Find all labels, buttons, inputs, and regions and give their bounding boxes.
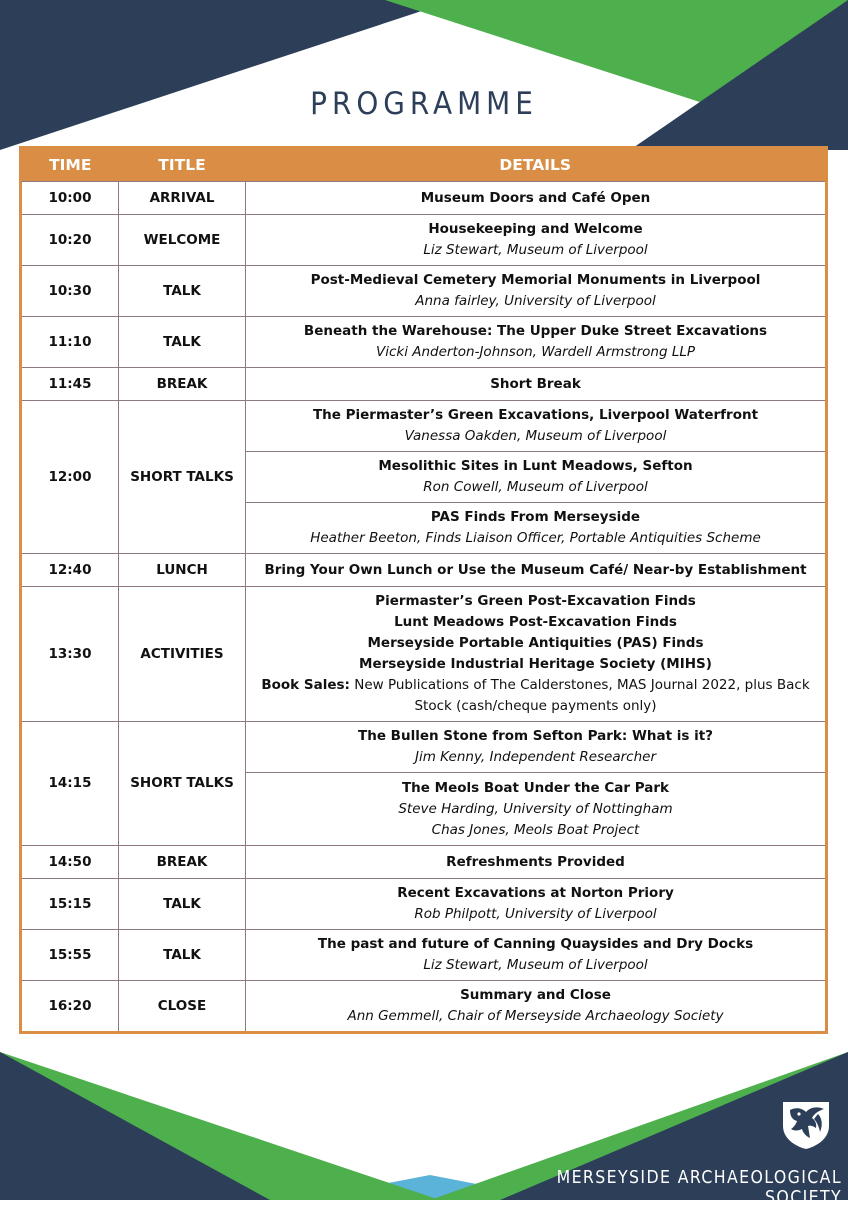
detail-speaker: Vicki Anderton-Johnson, Wardell Armstrong LLP xyxy=(375,344,696,360)
row-time: 11:45 xyxy=(21,368,119,401)
row-details xyxy=(246,981,827,1033)
detail-speaker: Ron Cowell, Museum of Liverpool xyxy=(423,479,648,495)
detail-speaker: Chas Jones, Meols Boat Project xyxy=(431,821,640,838)
detail-title: The Bullen Stone from Sefton Park: What is it? xyxy=(358,728,713,744)
detail-speaker: Ann Gemmell, Chair of Merseyside Archaeology Society xyxy=(347,1008,724,1024)
detail-speaker: Rob Philpott, University of Liverpool xyxy=(414,906,657,922)
book-sales xyxy=(250,675,821,717)
detail-title: Mesolithic Sites in Lunt Meadows, Sefton xyxy=(378,458,693,474)
detail-title: Beneath the Warehouse: The Upper Duke Street Excavations xyxy=(303,323,768,339)
row-time: 15:15 xyxy=(21,879,119,930)
detail-speaker: Vanessa Oakden, Museum of Liverpool xyxy=(404,428,667,444)
table-row xyxy=(21,554,827,587)
book-sales-text: New Publications of The Calderstones, MAS Journal 2022, plus Back Stock (cash/cheque payments only) xyxy=(354,677,810,714)
row-details xyxy=(246,368,827,401)
activity-line: Merseyside Portable Antiquities (PAS) Finds xyxy=(367,635,704,651)
row-time: 10:00 xyxy=(21,182,119,215)
row-details xyxy=(246,930,827,981)
detail-title: Recent Excavations at Norton Priory xyxy=(397,885,674,901)
detail-title: Housekeeping and Welcome xyxy=(428,221,643,237)
row-time: 10:30 xyxy=(21,266,119,317)
row-time: 12:00 xyxy=(21,401,119,554)
page-title: PROGRAMME xyxy=(310,86,538,122)
row-details xyxy=(246,846,827,879)
row-title: LUNCH xyxy=(119,554,246,587)
row-details xyxy=(246,773,827,846)
table-row xyxy=(21,879,827,930)
row-details xyxy=(246,452,827,503)
table-row xyxy=(21,587,827,722)
row-details xyxy=(246,266,827,317)
detail-title: PAS Finds From Merseyside xyxy=(430,509,641,525)
detail-title: The Piermaster’s Green Excavations, Liverpool Waterfront xyxy=(312,407,759,423)
row-time: 10:20 xyxy=(21,215,119,266)
table-row xyxy=(21,401,827,452)
detail-speaker: Heather Beeton, Finds Liaison Officer, Portable Antiquities Scheme xyxy=(310,530,761,546)
row-details xyxy=(246,317,827,368)
table-row xyxy=(21,846,827,879)
row-title: ARRIVAL xyxy=(119,182,246,215)
table-row xyxy=(21,266,827,317)
table-row xyxy=(21,317,827,368)
row-details xyxy=(246,215,827,266)
row-title: BREAK xyxy=(119,846,246,879)
row-time: 15:55 xyxy=(21,930,119,981)
detail-speaker: Anna fairley, University of Liverpool xyxy=(415,293,656,309)
row-title: SHORT TALKS xyxy=(119,401,246,554)
row-title: SHORT TALKS xyxy=(119,722,246,846)
organisation-name: MERSEYSIDE ARCHAEOLOGICAL SOCIETY xyxy=(556,1168,842,1208)
row-details xyxy=(246,722,827,773)
detail-title: Bring Your Own Lunch or Use the Museum Café/ Near-by Establishment xyxy=(264,561,807,578)
row-title: BREAK xyxy=(119,368,246,401)
row-title: TALK xyxy=(119,879,246,930)
detail-title: The Meols Boat Under the Car Park xyxy=(401,779,670,796)
header-details: DETAILS xyxy=(246,148,827,182)
detail-title: Museum Doors and Café Open xyxy=(420,189,651,206)
activity-line: Lunt Meadows Post-Excavation Finds xyxy=(394,614,677,630)
row-time: 11:10 xyxy=(21,317,119,368)
detail-speaker: Steve Harding, University of Nottingham xyxy=(398,800,673,817)
row-time: 13:30 xyxy=(21,587,119,722)
table-row xyxy=(21,930,827,981)
top-navy-triangle xyxy=(0,0,455,150)
row-title: ACTIVITIES xyxy=(119,587,246,722)
detail-title: Refreshments Provided xyxy=(446,853,625,870)
row-time: 14:50 xyxy=(21,846,119,879)
header-title: TITLE xyxy=(119,148,246,182)
book-sales-label: Book Sales: xyxy=(261,677,350,693)
activity-line: Piermaster’s Green Post-Excavation Finds xyxy=(375,593,696,609)
row-details xyxy=(246,879,827,930)
row-details xyxy=(246,182,827,215)
table-row xyxy=(21,368,827,401)
row-details xyxy=(246,401,827,452)
row-time: 16:20 xyxy=(21,981,119,1033)
row-time: 12:40 xyxy=(21,554,119,587)
table-row xyxy=(21,981,827,1033)
detail-title: Short Break xyxy=(490,375,581,392)
detail-title: Post-Medieval Cemetery Memorial Monuments in Liverpool xyxy=(310,272,761,288)
detail-title: Summary and Close xyxy=(460,987,611,1003)
liver-bird-shield-icon xyxy=(780,1100,832,1150)
table-row xyxy=(21,182,827,215)
row-title: TALK xyxy=(119,930,246,981)
table-row xyxy=(21,722,827,773)
row-details xyxy=(246,554,827,587)
row-title: WELCOME xyxy=(119,215,246,266)
programme-table xyxy=(19,146,828,1034)
row-details xyxy=(246,503,827,554)
detail-title: The past and future of Canning Quaysides and Dry Docks xyxy=(317,936,754,952)
detail-speaker: Liz Stewart, Museum of Liverpool xyxy=(423,957,648,973)
row-details xyxy=(246,587,827,722)
detail-speaker: Jim Kenny, Independent Researcher xyxy=(414,749,657,765)
header-time: TIME xyxy=(21,148,119,182)
table-row xyxy=(21,215,827,266)
table-header-row xyxy=(21,148,827,182)
row-title: TALK xyxy=(119,266,246,317)
row-title: CLOSE xyxy=(119,981,246,1033)
row-title: TALK xyxy=(119,317,246,368)
row-time: 14:15 xyxy=(21,722,119,846)
detail-speaker: Liz Stewart, Museum of Liverpool xyxy=(423,242,648,258)
activity-line: Merseyside Industrial Heritage Society (MIHS) xyxy=(359,656,712,672)
